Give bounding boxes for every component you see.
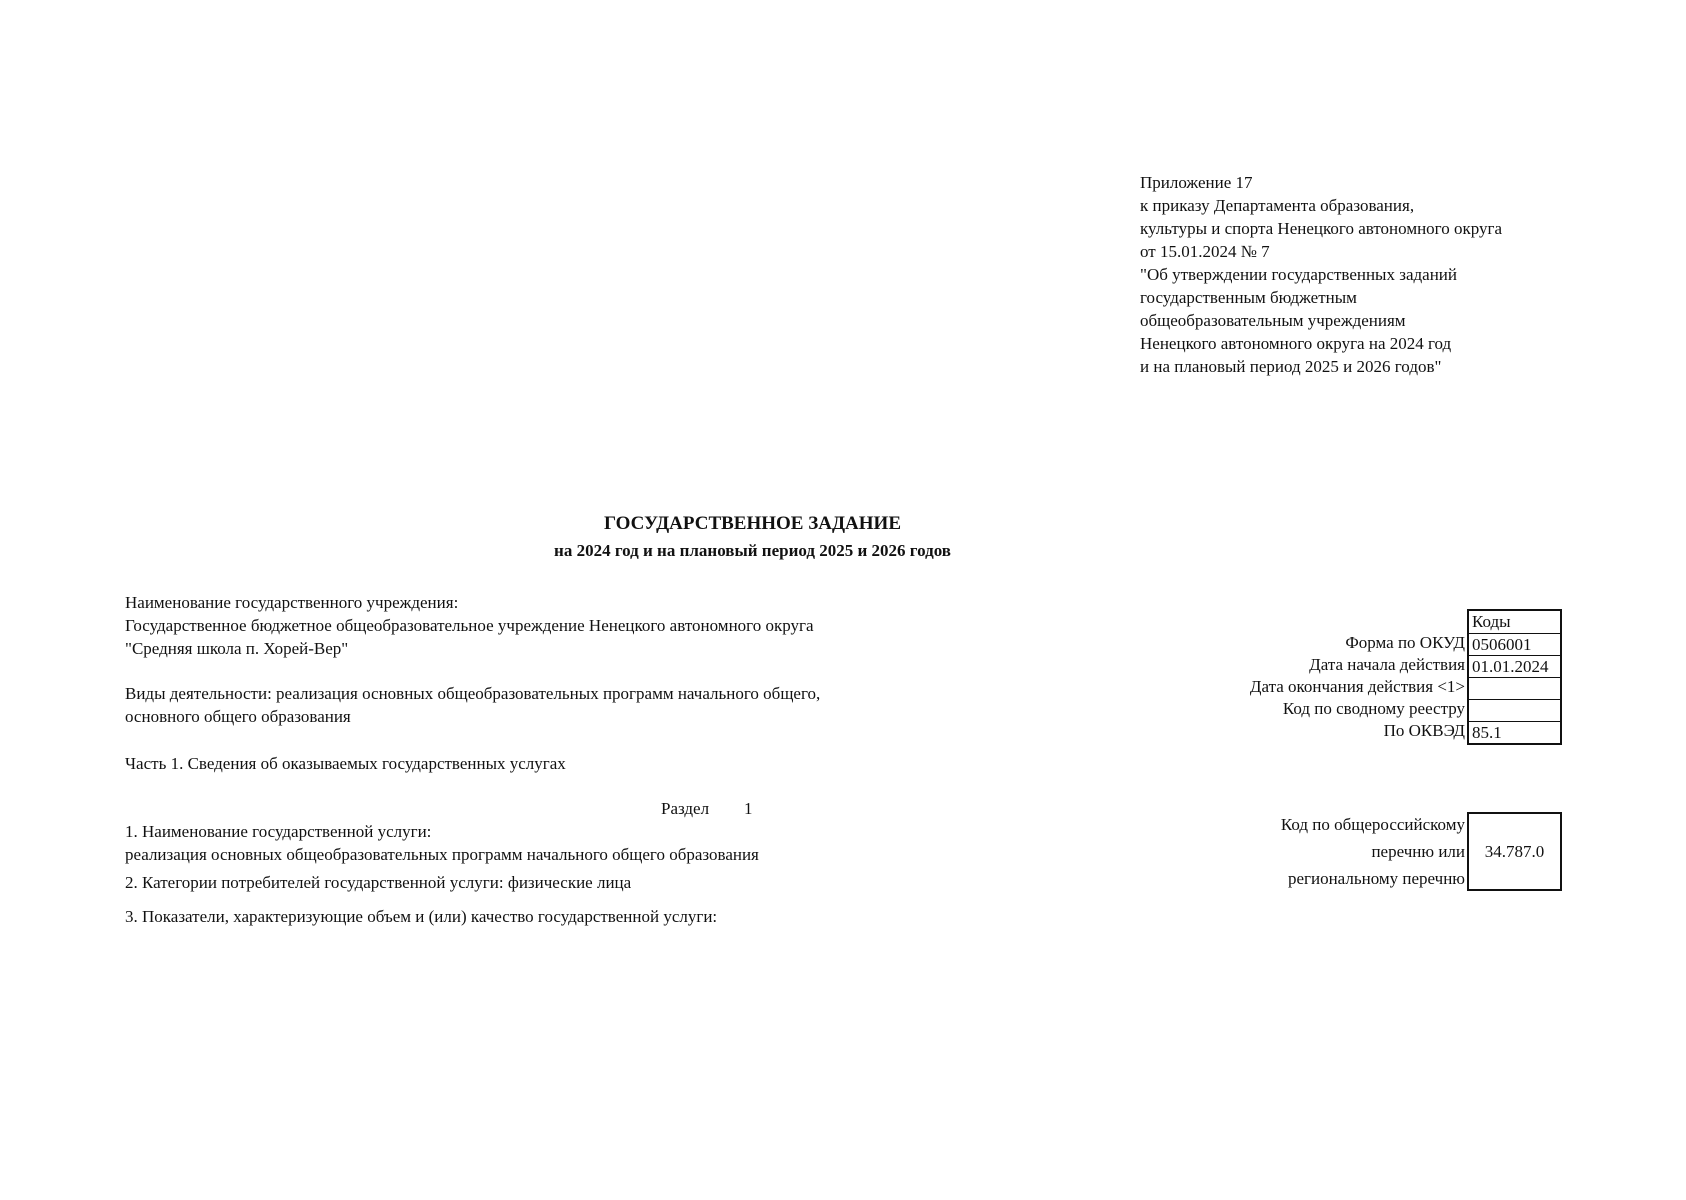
appendix-line: от 15.01.2024 № 7 xyxy=(1140,242,1270,261)
service-name: реализация основных общеобразовательных программ начального общего образования xyxy=(125,845,759,864)
appendix-line: Приложение 17 xyxy=(1140,173,1253,192)
appendix-line: общеобразовательным учреждениям xyxy=(1140,311,1406,330)
institution-name-line2: "Средняя школа п. Хорей-Вер" xyxy=(125,639,349,658)
appendix-line: "Об утверждении государственных заданий xyxy=(1140,265,1457,284)
codes-header: Коды xyxy=(1472,612,1511,631)
appendix-block xyxy=(1140,171,1502,378)
codes-labels xyxy=(1250,632,1465,742)
code-value-okud: 0506001 xyxy=(1469,633,1560,655)
code-label-okud: Форма по ОКУД xyxy=(1345,633,1465,652)
code-value-start-date: 01.01.2024 xyxy=(1469,655,1560,677)
code-value-registry xyxy=(1469,699,1560,721)
document-subtitle: на 2024 год и на плановый период 2025 и 2026 годов xyxy=(554,541,951,560)
institution-label: Наименование государственного учреждения: xyxy=(125,593,459,612)
service-name-label: 1. Наименование государственной услуги: xyxy=(125,822,432,841)
appendix-line: к приказу Департамента образования, xyxy=(1140,196,1415,215)
document-title: ГОСУДАРСТВЕННОЕ ЗАДАНИЕ xyxy=(603,513,902,534)
code-value-end-date xyxy=(1469,677,1560,699)
registry-label-line1: Код по общероссийскому xyxy=(1280,815,1465,834)
appendix-line: и на плановый период 2025 и 2026 годов" xyxy=(1140,357,1442,376)
institution-name-line1: Государственное бюджетное общеобразовательное учреждение Ненецкого автономного округа xyxy=(125,616,814,635)
code-label-start-date: Дата начала действия xyxy=(1309,655,1465,674)
code-value-okved: 85.1 xyxy=(1469,721,1560,743)
part-1-heading: Часть 1. Сведения об оказываемых государственных услугах xyxy=(125,754,566,773)
appendix-line: Ненецкого автономного округа на 2024 год xyxy=(1140,334,1452,353)
activities-line1: Виды деятельности: реализация основных общеобразовательных программ начального общего, xyxy=(125,684,821,703)
code-label-okved: По ОКВЭД xyxy=(1383,721,1465,740)
indicators-heading: 3. Показатели, характеризующие объем и (или) качество государственной услуги: xyxy=(125,907,718,926)
code-label-end-date: Дата окончания действия <1> xyxy=(1249,677,1465,696)
activities-line2: основного общего образования xyxy=(125,707,351,726)
code-label-registry: Код по сводному реестру xyxy=(1282,699,1465,718)
appendix-line: культуры и спорта Ненецкого автономного округа xyxy=(1140,219,1503,238)
consumer-categories: 2. Категории потребителей государственной услуги: физические лица xyxy=(125,873,632,892)
codes-table xyxy=(1467,609,1562,745)
appendix-line: государственным бюджетным xyxy=(1140,288,1357,307)
registry-label-line3: региональному перечню xyxy=(1287,869,1465,888)
registry-code-labels xyxy=(1281,812,1465,893)
registry-code-box xyxy=(1467,812,1562,891)
registry-code-value: 34.787.0 xyxy=(1484,842,1545,861)
registry-label-line2: перечню или xyxy=(1371,842,1465,861)
section-number: 1 xyxy=(744,799,753,818)
section-label: Раздел xyxy=(661,799,710,818)
